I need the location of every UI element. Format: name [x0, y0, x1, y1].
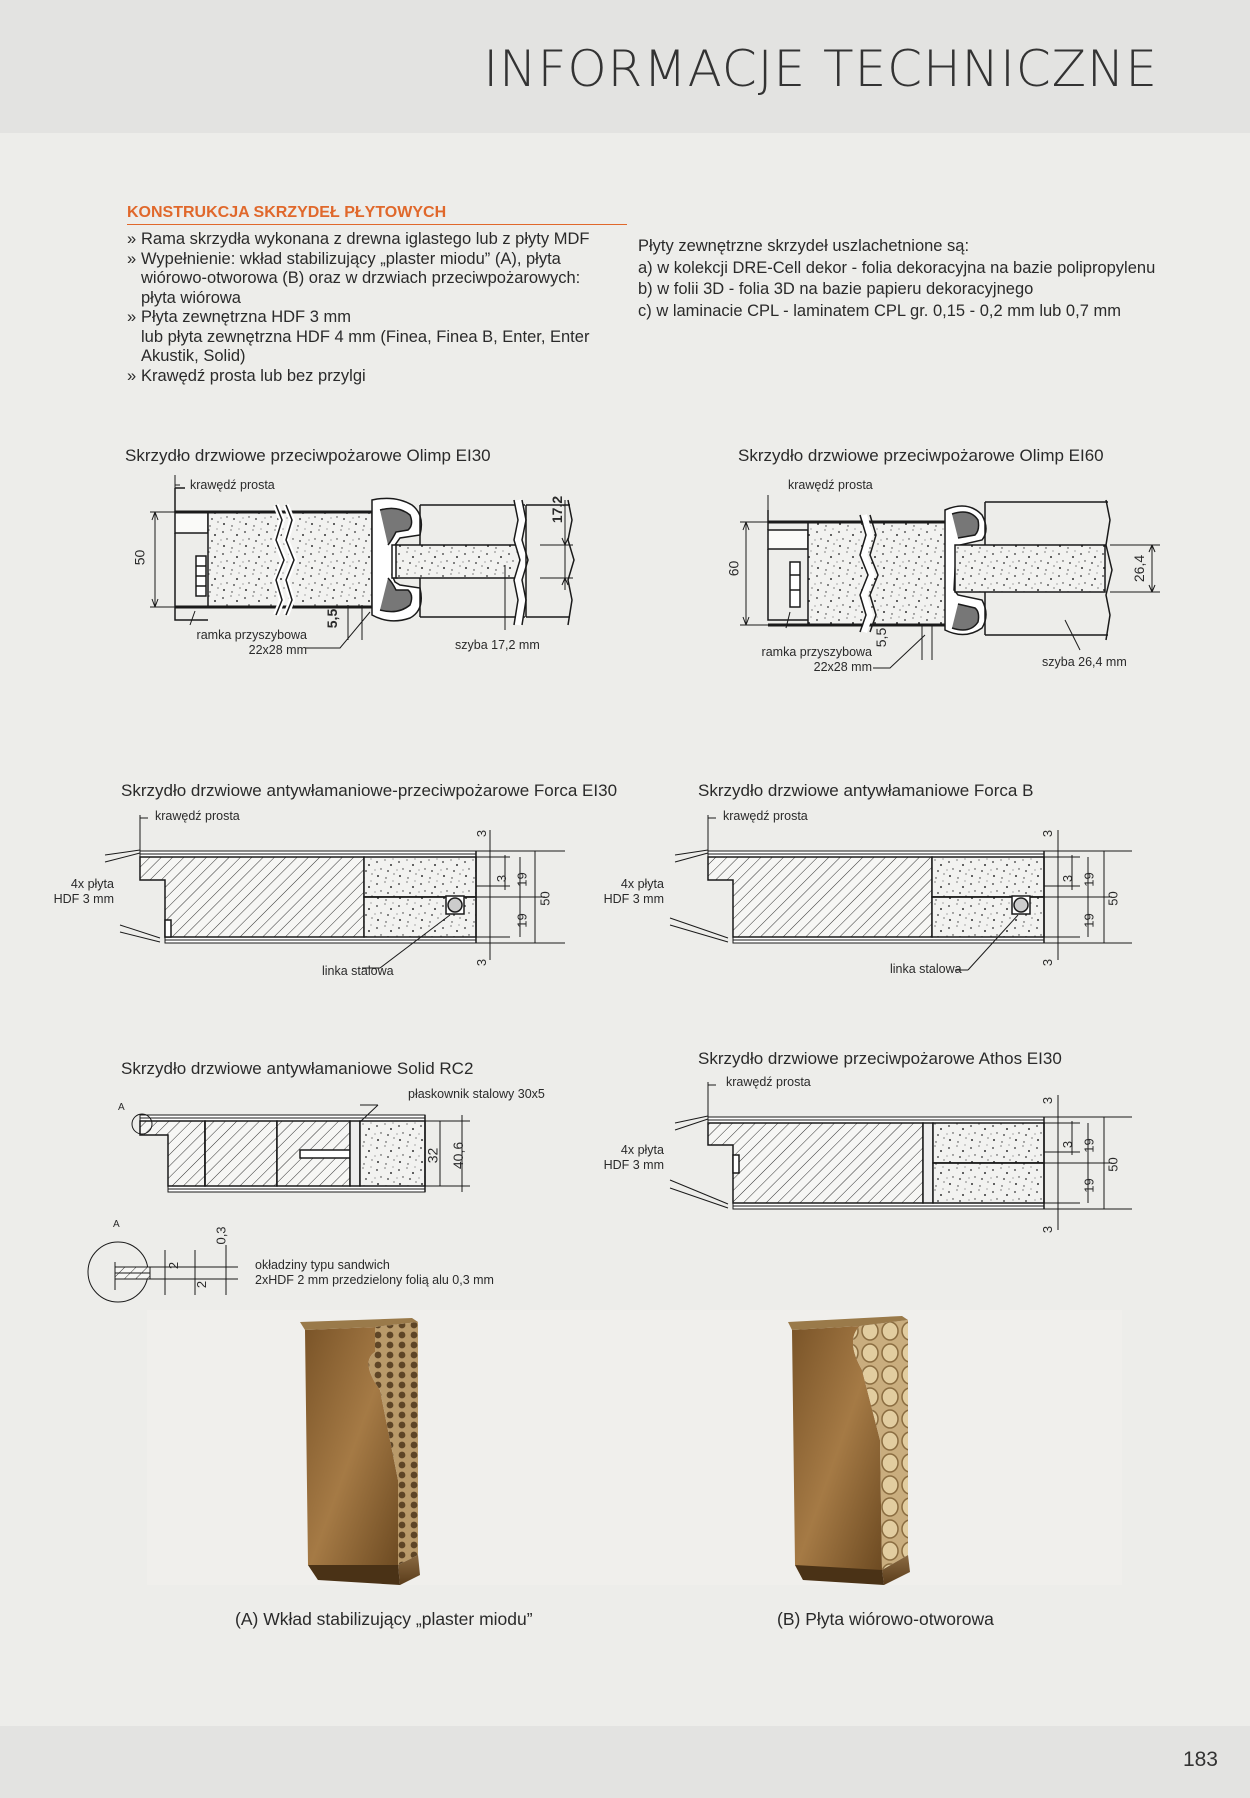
finish-line: c) w laminacie CPL - laminatem CPL gr. 0,15 - 0,2 mm lub 0,7 mm: [638, 301, 1121, 320]
forca30-steel-label: linka stalowa: [322, 964, 394, 978]
photo-tubular-sample: [788, 1316, 910, 1585]
olimp60-title: Skrzydło drzwiowe przeciwpożarowe Olimp EI60: [738, 446, 1104, 465]
forca30-edge-label: krawędź prosta: [155, 809, 240, 823]
athos-d3-mid: 3: [1060, 1140, 1076, 1149]
drawing-forca-ei30: [140, 851, 476, 943]
solid-d03: 0,3: [213, 1226, 229, 1245]
solid-d32: 32: [424, 1147, 441, 1164]
olimp60-glass-label: szyba 26,4 mm: [1042, 655, 1127, 669]
forca30-d50: 50: [537, 891, 553, 906]
photo-honeycomb-sample: [300, 1318, 420, 1585]
solid-flat-label: płaskownik stalowy 30x5: [408, 1087, 545, 1101]
olimp60-frame-label: ramka przyszybowa 22x28 mm: [761, 645, 872, 674]
athos-title: Skrzydło drzwiowe przeciwpożarowe Athos EI30: [698, 1049, 1062, 1068]
forca30-hdf-label: 4x płyta HDF 3 mm: [53, 877, 114, 906]
olimp30-dim-h: 50: [131, 549, 148, 566]
forcab-d3-bot: 3: [1040, 958, 1056, 967]
forcab-d19-top: 19: [1081, 872, 1097, 887]
forcab-d19-bot: 19: [1081, 913, 1097, 928]
athos-edge-label: krawędź prosta: [726, 1075, 811, 1089]
photo-b-caption: (B) Płyta wiórowo-otworowa: [777, 1609, 994, 1629]
list-item: » Krawędź prosta lub bez przylgi: [127, 367, 617, 387]
olimp30-glass-label: szyba 17,2 mm: [455, 638, 540, 652]
forcab-edge-label: krawędź prosta: [723, 809, 808, 823]
page-title: INFORMACJE TECHNICZNE: [483, 40, 1158, 98]
forcab-hdf-label: 4x płyta HDF 3 mm: [603, 877, 664, 906]
olimp60-dim-glass: 26,4: [1131, 554, 1148, 583]
drawing-athos-ei30: [708, 1117, 1044, 1209]
list-item: » Rama skrzydła wykonana z drewna iglastego lub z płyty MDF: [127, 230, 617, 250]
list-item: » Wypełnienie: wkład stabilizujący „plaster miodu” (A), płyta: [127, 250, 617, 270]
solid-sandwich-label: okładziny typu sandwich 2xHDF 2 mm przedzielony folią alu 0,3 mm: [255, 1258, 494, 1287]
list-item-cont: wiórowo-otworowa (B) oraz w drzwiach przeciwpożarowych:: [141, 269, 581, 287]
olimp60-edge-label: krawędź prosta: [788, 478, 873, 492]
forca30-d3-bot: 3: [474, 958, 490, 967]
finish-line: a) w kolekcji DRE-Cell dekor - folia dekoracyjna na bazie polipropylenu: [638, 258, 1156, 277]
list-item-cont: Akustik, Solid): [141, 347, 246, 365]
forcab-title: Skrzydło drzwiowe antywłamaniowe Forca B: [698, 781, 1034, 800]
photo-area: [147, 1310, 1122, 1585]
drawing-olimp-ei30: [175, 488, 574, 625]
photo-a-caption: (A) Wkład stabilizujący „plaster miodu”: [235, 1609, 533, 1629]
athos-hdf-label: 4x płyta HDF 3 mm: [603, 1143, 664, 1172]
page-number: 183: [1182, 1748, 1218, 1771]
solid-title: Skrzydło drzwiowe antywłamaniowe Solid RC2: [121, 1059, 474, 1078]
solid-d2-a: 2: [166, 1261, 182, 1270]
finish-line: Płyty zewnętrzne skrzydeł uszlachetnione są:: [638, 237, 970, 255]
olimp30-title: Skrzydło drzwiowe przeciwpożarowe Olimp EI30: [125, 446, 491, 465]
list-item-cont: lub płyta zewnętrzna HDF 4 mm (Finea, Finea B, Enter, Enter: [141, 327, 590, 346]
forcab-steel-label: linka stalowa: [890, 962, 962, 976]
forcab-d3-top: 3: [1040, 829, 1056, 838]
drawing-forca-b: [708, 851, 1044, 943]
athos-d3-bot: 3: [1040, 1225, 1056, 1234]
athos-d19-top: 19: [1081, 1138, 1097, 1153]
list-item-cont: płyta wiórowa: [141, 288, 241, 307]
solid-detail-marker: A: [113, 1219, 120, 1230]
athos-d3-top: 3: [1040, 1096, 1056, 1105]
forcab-d3-mid: 3: [1060, 874, 1076, 883]
page-footer: [0, 1726, 1250, 1798]
solid-marker: A: [118, 1102, 125, 1113]
forcab-d50: 50: [1105, 891, 1121, 906]
forca30-d19-top: 19: [514, 872, 530, 887]
list-item: » Płyta zewnętrzna HDF 3 mm: [127, 308, 617, 328]
forca30-d19-bot: 19: [514, 913, 530, 928]
forca30-d3-mid: 3: [494, 874, 510, 883]
solid-d2-b: 2: [194, 1280, 210, 1289]
olimp30-dim-glass: 17,2: [549, 495, 566, 524]
olimp60-dim-h: 60: [725, 560, 742, 577]
olimp30-edge-label: krawędź prosta: [190, 478, 275, 492]
athos-d50: 50: [1105, 1157, 1121, 1172]
olimp60-dim-gap: 5,5: [873, 627, 890, 648]
forca30-title: Skrzydło drzwiowe antywłamaniowe-przeciwpożarowe Forca EI30: [121, 781, 618, 800]
forca30-d3-top: 3: [474, 829, 490, 838]
section-title: KONSTRUKCJA SKRZYDEŁ PŁYTOWYCH: [127, 204, 627, 225]
solid-d406: 40,6: [450, 1141, 467, 1170]
olimp30-frame-label: ramka przyszybowa 22x28 mm: [196, 628, 307, 657]
drawing-olimp-ei60: [768, 500, 1112, 640]
drawing-solid-rc2: [140, 1115, 425, 1192]
olimp30-dim-gap: 5,5: [324, 608, 341, 629]
finish-line: b) w folii 3D - folia 3D na bazie papieru dekoracyjnego: [638, 280, 1034, 298]
athos-d19-bot: 19: [1081, 1178, 1097, 1193]
